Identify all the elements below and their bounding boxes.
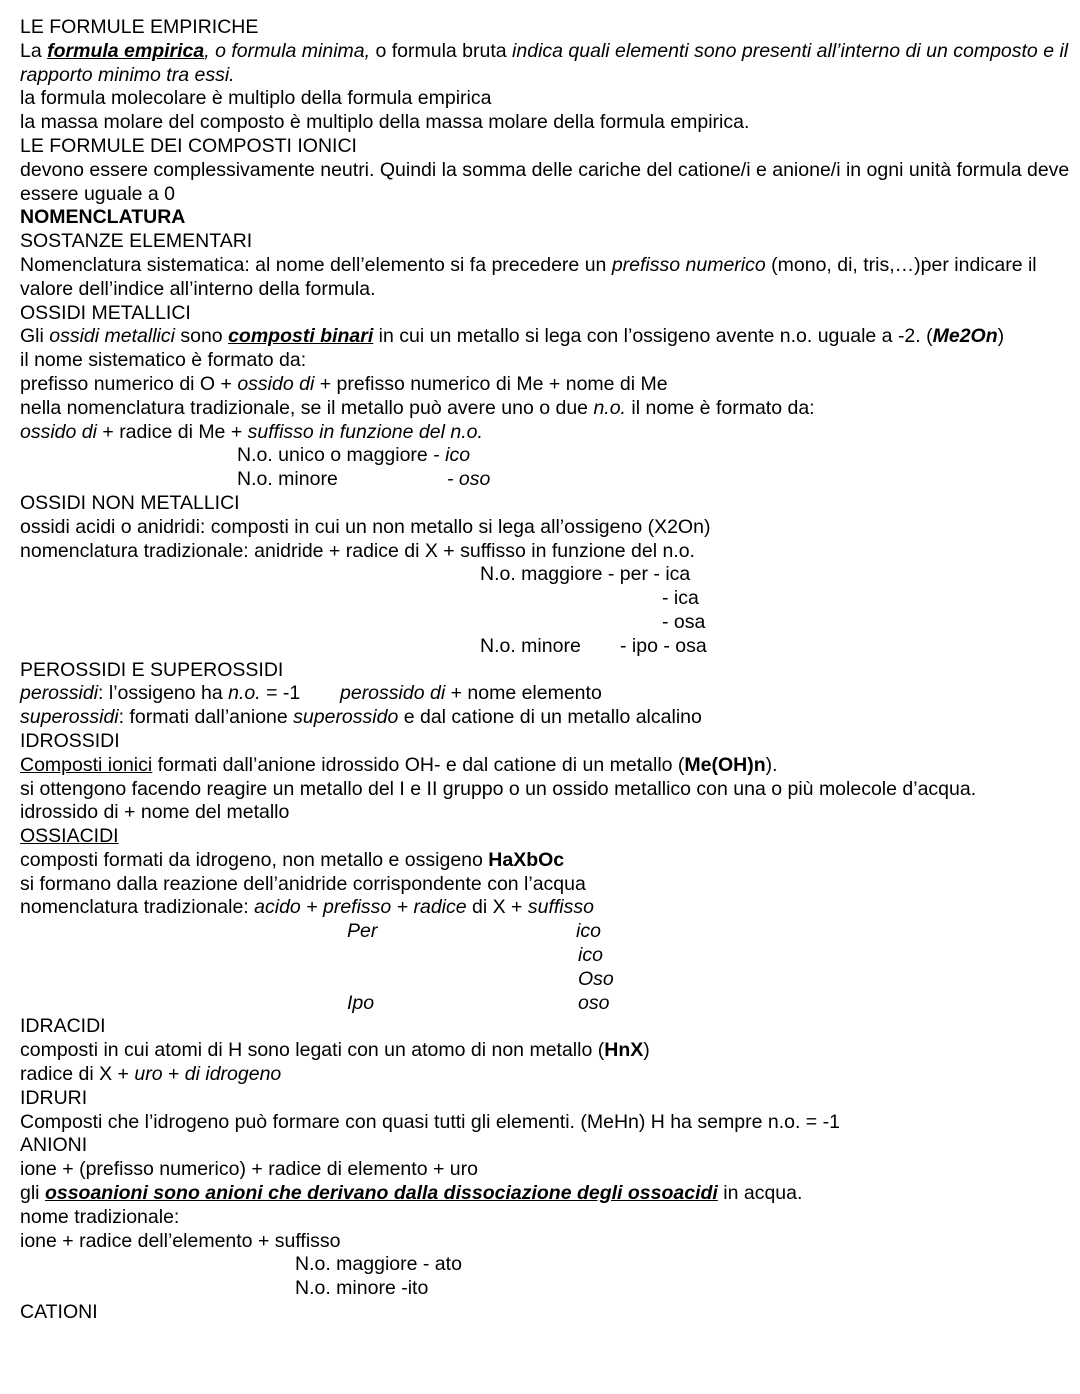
heading-formule-empiriche: LE FORMULE EMPIRICHE: [20, 16, 259, 38]
formula: HnX: [604, 1039, 644, 1062]
heading-idrossidi: IDROSSIDI: [20, 729, 120, 752]
suffix: Oso: [578, 967, 614, 990]
emphasis: acido + prefisso + radice: [254, 896, 467, 919]
text: ): [997, 325, 1005, 348]
text: in acqua.: [717, 1182, 803, 1205]
heading-sostanze-elementari: SOSTANZE ELEMENTARI: [20, 230, 253, 253]
suffix: - oso: [447, 468, 491, 491]
text: N.o. unico o maggiore -: [237, 444, 446, 467]
emphasis: perossido di: [340, 682, 446, 705]
paragraph-ossiacidi: [20, 849, 1075, 873]
heading-ossidi-non-metallici: OSSIDI NON METALLICI: [20, 491, 240, 514]
paragraph-idrossidi-reazione: si ottengono facendo reagire un metallo del I e II gruppo o un ossido metallico con una o più molecole d’acqua.: [20, 777, 977, 800]
emphasis: superossido: [293, 706, 399, 729]
paragraph-prefisso-numerico: [20, 373, 1075, 397]
paragraph-nome-sistematico: il nome sistematico è formato da:: [20, 349, 307, 372]
suffix-row: [20, 992, 1075, 1016]
emphasis: n.o.: [228, 682, 261, 705]
emphasis: ossido di: [237, 372, 315, 395]
text: N.o. maggiore - ato: [295, 1253, 462, 1276]
paragraph-ossidi-metallici: [20, 325, 1075, 349]
text: il nome è formato da:: [625, 396, 815, 419]
suffix: ico: [445, 444, 471, 467]
text: : formati dall’anione: [118, 706, 294, 729]
heading-anioni: ANIONI: [20, 1134, 88, 1157]
paragraph-idracidi: [20, 1039, 1075, 1063]
emphasis: ossido di: [20, 420, 97, 443]
text: radice di X +: [20, 1063, 135, 1086]
paragraph-ossiacidi-reazione: si formano dalla reazione dell’anidride corrispondente con l’acqua: [20, 872, 586, 895]
document-page: [20, 16, 1075, 1325]
text: prefisso numerico di O +: [20, 372, 238, 395]
suffix-row: [20, 563, 1075, 587]
paragraph-idrossidi-nome: idrossido di + nome del metallo: [20, 801, 290, 824]
text: Nomenclatura sistematica: al nome dell’elemento si fa precedere un: [20, 253, 612, 276]
suffix: - ica: [662, 587, 699, 610]
emphasis: n.o.: [593, 396, 626, 419]
text: ).: [765, 753, 778, 776]
suffix-row: [20, 587, 1075, 611]
paragraph-perossidi: [20, 682, 1075, 706]
paragraph-nomenclatura-tradizionale: [20, 397, 1075, 421]
text: nella nomenclatura tradizionale, se il metallo può avere uno o due: [20, 396, 594, 419]
text: nomenclatura tradizionale:: [20, 896, 255, 919]
emphasis: di idrogeno: [184, 1063, 282, 1086]
text: formati dall’anione idrossido OH- e dal catione di un metallo (: [152, 753, 685, 776]
text: o formula bruta: [370, 39, 513, 62]
text: N.o. minore: [237, 468, 338, 491]
paragraph-anidride-nomenclatura: nomenclatura tradizionale: anidride + radice di X + suffisso in funzione del n.o.: [20, 539, 695, 562]
suffix-row: [20, 1277, 1075, 1301]
heading-ossidi-metallici: OSSIDI METALLICI: [20, 301, 191, 324]
heading-composti-ionici: LE FORMULE DEI COMPOSTI IONICI: [20, 134, 357, 157]
emphasis-composti-binari: composti binari: [228, 325, 374, 348]
suffix: ico: [578, 944, 603, 967]
emphasis: ossidi metallici: [49, 325, 175, 348]
text: + nome elemento: [445, 682, 602, 705]
text: + prefisso numerico di Me + nome di Me: [314, 372, 668, 395]
text: di X +: [466, 896, 528, 919]
prefix: Ipo: [347, 991, 375, 1014]
paragraph-ossido-di: [20, 421, 1075, 445]
paragraph-idruri: Composti che l’idrogeno può formare con quasi tutti gli elementi. (MeHn) H ha sempre n.o. = -1: [20, 1110, 840, 1133]
text: composti in cui atomi di H sono legati con un atomo di non metallo (: [20, 1039, 605, 1062]
formula: Me(OH)n: [684, 753, 766, 776]
paragraph-idracidi-nome: [20, 1063, 1075, 1087]
paragraph-ossiacidi-nomenclatura: [20, 896, 1075, 920]
text: N.o. maggiore - per - ica: [480, 563, 691, 586]
formula: HaXbOc: [488, 848, 565, 871]
suffix: ico: [576, 920, 601, 943]
emphasis: suffisso: [527, 896, 594, 919]
paragraph-anioni-suffisso: ione + radice dell’elemento + suffisso: [20, 1229, 341, 1252]
suffix-row: [20, 635, 1075, 659]
suffix: oso: [578, 991, 610, 1014]
suffix: - osa: [662, 610, 706, 633]
paragraph-sostanze-elementari: [20, 254, 1075, 302]
heading-idruri: IDRURI: [20, 1086, 88, 1109]
text: = -1: [260, 682, 301, 705]
paragraph-ossoanioni: [20, 1182, 1075, 1206]
paragraph-anioni: ione + (prefisso numerico) + radice di elemento + uro: [20, 1158, 478, 1181]
suffix-row: [20, 468, 1075, 492]
text: in cui un metallo si lega con l’ossigeno avente n.o. uguale a -2. (: [373, 325, 933, 348]
text: sono: [174, 325, 229, 348]
paragraph-nome-tradizionale: nome tradizionale:: [20, 1205, 180, 1228]
emphasis: uro: [134, 1063, 163, 1086]
paragraph-superossidi: [20, 706, 1075, 730]
paragraph-formula-molecolare: la formula molecolare è multiplo della formula empirica: [20, 87, 492, 110]
text: N.o. minore: [480, 634, 581, 657]
text: composti formati da idrogeno, non metallo e ossigeno: [20, 848, 489, 871]
text: e dal catione di un metallo alcalino: [398, 706, 702, 729]
heading-perossidi: PEROSSIDI E SUPEROSSIDI: [20, 658, 284, 681]
paragraph-anidridi: ossidi acidi o anidridi: composti in cui un non metallo si lega all’ossigeno (X2On): [20, 515, 711, 538]
formula: Me2On: [932, 325, 998, 348]
prefix: Per: [347, 920, 378, 943]
text: + radice di Me +: [96, 420, 248, 443]
paragraph-massa-molare: la massa molare del composto è multiplo della massa molare della formula empirica.: [20, 111, 750, 134]
paragraph-formula-empirica: [20, 40, 1075, 88]
suffix-row: [20, 611, 1075, 635]
text: La: [20, 39, 48, 62]
heading-nomenclatura: NOMENCLATURA: [20, 206, 186, 229]
emphasis-ossoanioni: ossoanioni sono anioni che derivano dalla dissociazione degli ossoacidi: [44, 1182, 718, 1205]
text: +: [162, 1063, 185, 1086]
suffix-row: [20, 444, 1075, 468]
emphasis: prefisso numerico: [611, 253, 766, 276]
emphasis-formula-empirica: formula empirica: [47, 39, 205, 62]
paragraph-idrossidi: [20, 754, 1075, 778]
text: (mono, di, tris,…)per indicare il valore dell’indice all’interno della formula.: [20, 253, 1037, 300]
paragraph-composti-ionici: devono essere complessivamente neutri. Quindi la somma delle cariche del catione/i e anione/i in ogni unità formula deve essere uguale a 0: [20, 158, 1070, 205]
emphasis: suffisso in funzione del n.o.: [247, 420, 483, 443]
text: indica quali elementi sono presenti all’interno di un composto e il rapporto minimo tra essi.: [20, 39, 1069, 86]
suffix-row: [20, 1253, 1075, 1277]
emphasis: perossidi: [20, 682, 99, 705]
emphasis: Composti ionici: [20, 753, 153, 776]
text: N.o. minore -ito: [295, 1277, 429, 1300]
text: ): [643, 1039, 650, 1062]
text: : l’ossigeno ha: [98, 682, 229, 705]
text: , o formula minima,: [204, 39, 371, 62]
suffix: - ipo - osa: [620, 634, 707, 657]
heading-cationi: CATIONI: [20, 1301, 98, 1324]
suffix-row: [20, 968, 1075, 992]
heading-ossiacidi: OSSIACIDI: [20, 825, 119, 848]
emphasis: superossidi: [20, 706, 119, 729]
suffix-row: [20, 920, 1075, 944]
suffix-row: [20, 944, 1075, 968]
text: Gli: [20, 325, 50, 348]
heading-idracidi: IDRACIDI: [20, 1015, 106, 1038]
text: gli: [20, 1182, 45, 1205]
